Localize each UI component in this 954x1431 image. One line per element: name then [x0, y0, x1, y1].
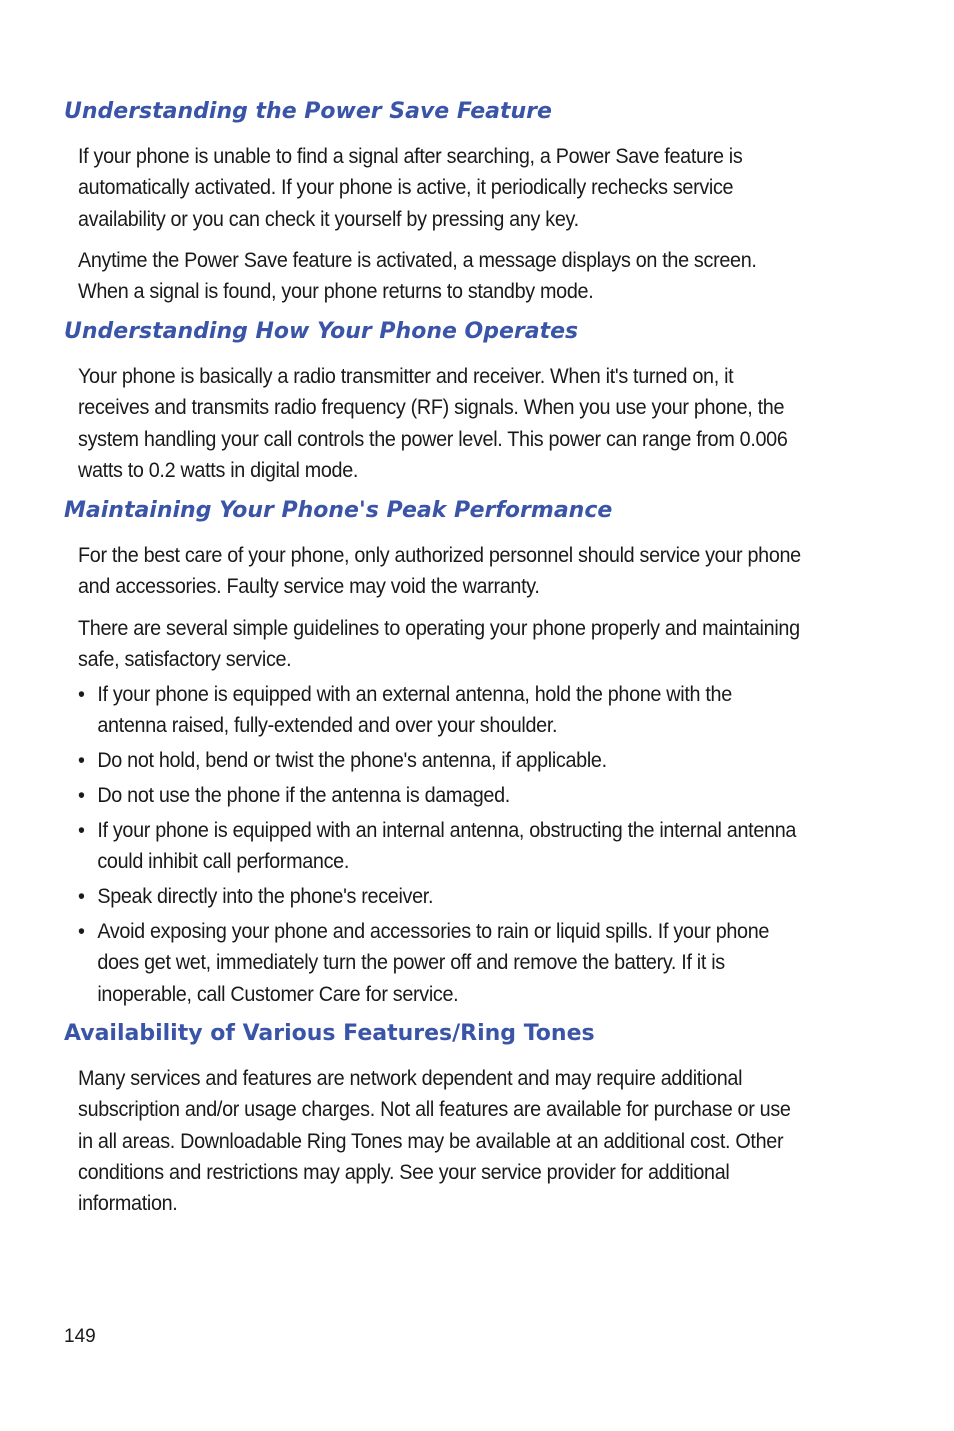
bullet-text: Do not hold, bend or twist the phone's antenna, if applicable. [97, 748, 607, 772]
list-item [78, 679, 805, 742]
list-item [78, 916, 805, 1010]
section-heading-availability: Availability of Various Features/Ring Tones [64, 1021, 595, 1046]
paragraph-power-save-1: If your phone is unable to find a signal after searching, a Power Save feature is automatically activated. If your phone is active, it periodically rechecks service availability or you can check it yourself by pressing any key. [78, 144, 743, 231]
bullet-text: Avoid exposing your phone and accessories to rain or liquid spills. If your phone does get wet, immediately turn the power off and remove the battery. If it is inoperable, call Customer Care for service. [97, 919, 770, 1006]
paragraph-power-save-2: Anytime the Power Save feature is activated, a message displays on the screen. When a signal is found, your phone returns to standby mode. [78, 248, 757, 304]
section-heading-power-save: Understanding the Power Save Feature [64, 99, 552, 124]
section-heading-phone-operates: Understanding How Your Phone Operates [64, 319, 579, 344]
bullet-text: If your phone is equipped with an external antenna, hold the phone with the antenna raised, fully-extended and over your shoulder. [97, 682, 732, 738]
section-heading-peak-performance: Maintaining Your Phone's Peak Performance [64, 498, 613, 523]
page-number: 149 [64, 1326, 96, 1347]
bullet-marker: • [78, 748, 85, 772]
list-item [78, 881, 805, 912]
list-item [78, 745, 805, 776]
bullet-marker: • [78, 682, 85, 706]
bullet-marker: • [78, 818, 85, 842]
paragraph-peak-performance-1: For the best care of your phone, only authorized personnel should service your phone and accessories. Faulty service may void the warranty. [78, 543, 801, 599]
bullet-marker: • [78, 884, 85, 908]
paragraph-availability: Many services and features are network dependent and may require additional subscription and/or usage charges. Not all features are available for purchase or use in all areas. Downloadable Ring Tones may be available at an additional cost. Other conditions and restrictions may apply. See your service provider for additional information. [78, 1066, 791, 1216]
paragraph-phone-operates: Your phone is basically a radio transmitter and receiver. When it's turned on, it receives and transmits radio frequency (RF) signals. When you use your phone, the system handling your call controls the power level. This power can range from 0.006 watts to 0.2 watts in digital mode. [78, 364, 788, 482]
paragraph-peak-performance-2: There are several simple guidelines to operating your phone properly and maintaining safe, satisfactory service. [78, 616, 800, 672]
bullet-marker: • [78, 783, 85, 807]
bullet-marker: • [78, 919, 85, 943]
list-item [78, 815, 805, 878]
bullet-text: Speak directly into the phone's receiver. [97, 884, 434, 908]
bullet-text: If your phone is equipped with an internal antenna, obstructing the internal antenna could inhibit call performance. [97, 818, 797, 874]
list-item [78, 780, 805, 811]
bullet-text: Do not use the phone if the antenna is damaged. [97, 783, 510, 807]
